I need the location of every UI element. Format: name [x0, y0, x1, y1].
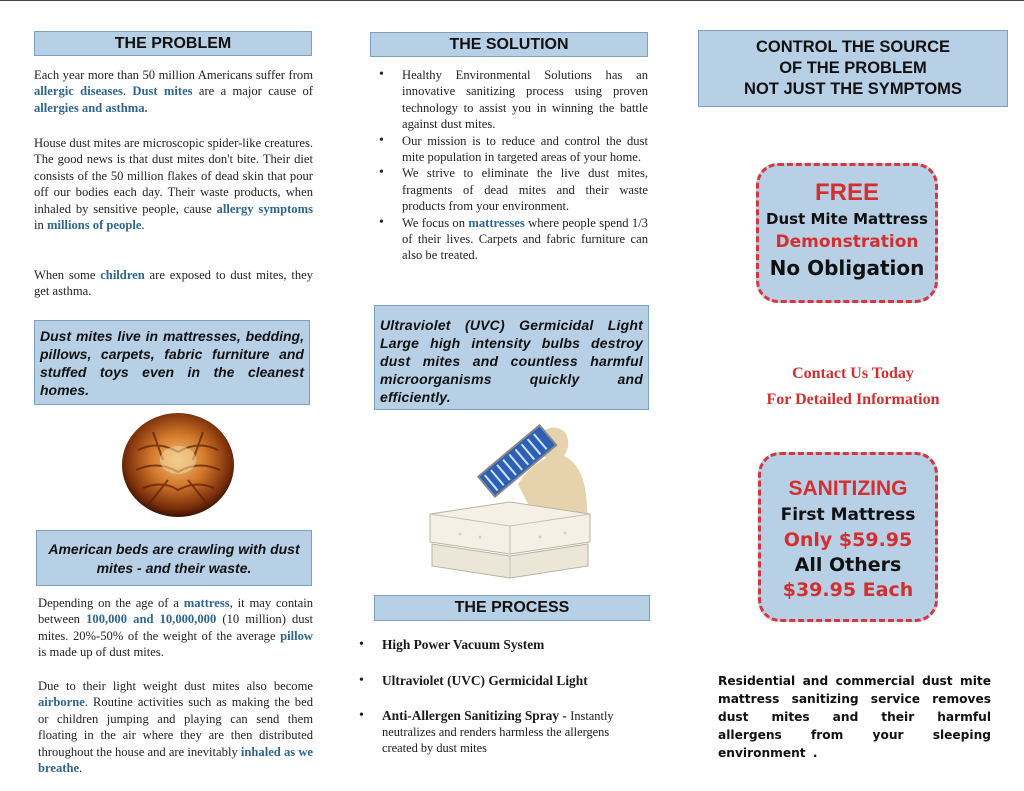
- control-source-line-1: CONTROL THE SOURCE: [755, 38, 951, 56]
- free-line-demonstration: Demonstration: [775, 232, 919, 252]
- free-line-obligation: No Obligation: [769, 256, 925, 280]
- solution-bullet-2: • Our mission is to reduce and control the dust mite population in targeted areas of your home.: [372, 133, 648, 166]
- all-others-label: All Others: [794, 554, 902, 576]
- control-source-line-2: OF THE PROBLEM: [779, 59, 927, 77]
- service-description: Residential and commercial dust mite mattress sanitizing service removes dust mites and their harmful allergens from your sleeping environment .: [718, 674, 991, 760]
- problem-paragraph-5: Due to their light weight dust mites also become airborne. Routine activities such as making the bed or children jumping and playing can send them floating in the air where they are then distributed throughout the house and are inevitably inhaled as we breathe.: [38, 679, 313, 776]
- mattress-uv-treatment-illustration: [420, 414, 600, 582]
- free-demo-box: [756, 163, 938, 303]
- solution-bullet-list: [372, 67, 648, 264]
- process-item-uvc: • Ultraviolet (UVC) Germicidal Light: [352, 673, 642, 689]
- top-rule: [0, 0, 1024, 1]
- contact-line-2: For Detailed Information: [766, 391, 940, 408]
- control-source-line-3: NOT JUST THE SYMPTOMS: [744, 80, 962, 98]
- process-header: THE PROCESS: [374, 595, 650, 621]
- process-item-vacuum: • High Power Vacuum System: [352, 637, 642, 653]
- first-mattress-label: First Mattress: [780, 505, 916, 525]
- sanitizing-price-box: [758, 452, 938, 622]
- sanitizing-label: SANITIZING: [788, 477, 908, 500]
- first-mattress-price: Only $59.95: [783, 529, 913, 551]
- dust-mites-callout: Dust mites live in mattresses, bedding, pillows, carpets, fabric furniture and stuffed toys even in the cleanest homes.: [34, 320, 310, 405]
- free-line-mattress: Dust Mite Mattress: [766, 210, 928, 228]
- all-others-price: $39.95 Each: [782, 579, 914, 601]
- contact-text: [698, 361, 1008, 413]
- process-list: [352, 637, 642, 756]
- dust-mite-photo: [118, 410, 238, 520]
- solution-header: THE SOLUTION: [370, 32, 648, 57]
- solution-bullet-1: • Healthy Environmental Solutions has an innovative sanitizing process using proven technology to assist you in winning the battle against dust mites.: [372, 67, 648, 133]
- process-item-spray: • Anti-Allergen Sanitizing Spray - Instantly neutralizes and renders harmless the allergens created by dust mites: [352, 708, 642, 756]
- beds-crawling-callout: American beds are crawling with dust mites - and their waste.: [36, 530, 312, 586]
- solution-bullet-4: • We focus on mattresses where people spend 1/3 of their lives. Carpets and fabric furniture can also be treated.: [372, 215, 648, 264]
- uvc-light-callout: Ultraviolet (UVC) Germicidal Light Large high intensity bulbs destroy dust mites and countless harmful microorganisms quickly and efficiently.: [374, 305, 649, 410]
- contact-line-1: Contact Us Today: [792, 365, 914, 382]
- control-source-header: [698, 30, 1008, 107]
- problem-paragraph-4: Depending on the age of a mattress, it may contain between 100,000 and 10,000,000 (10 million) dust mites. 20%-50% of the weight of the average pillow is made up of dust mites.: [38, 596, 314, 660]
- free-label: FREE: [814, 179, 879, 206]
- problem-header: THE PROBLEM: [34, 31, 312, 56]
- problem-paragraph-3: When some children are exposed to dust mites, they get asthma.: [34, 268, 314, 299]
- problem-paragraph-1: Each year more than 50 million Americans suffer from allergic diseases. Dust mites are a major cause of allergies and asthma.: [34, 68, 313, 115]
- problem-paragraph-2: House dust mites are microscopic spider-like creatures. The good news is that dust mites don't bite. Their diet consists of the 50 million flakes of dead skin that pour off our bodies each day. Their waste products, when inhaled by sensitive people, cause allergy symptoms in millions of people.: [34, 136, 313, 233]
- solution-bullet-3: • We strive to eliminate the live dust mites, fragments of dead mites and their waste products from your environment.: [372, 165, 648, 214]
